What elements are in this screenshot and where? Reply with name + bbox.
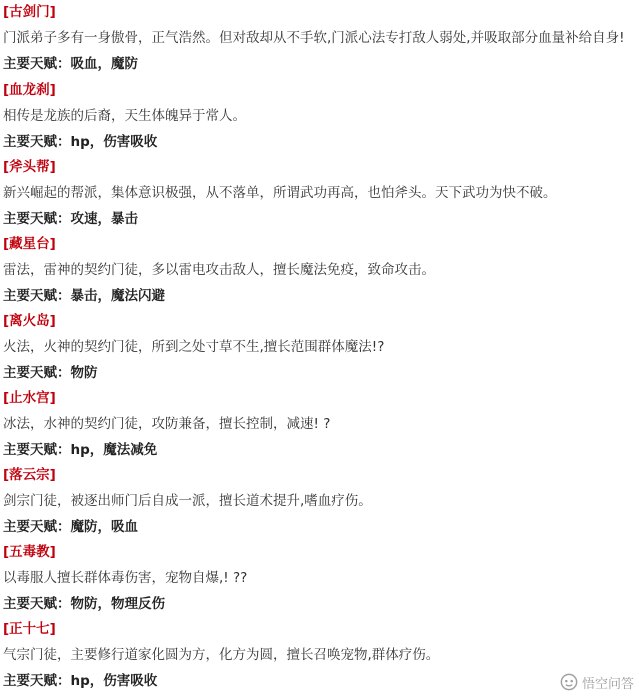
- sect-description: 门派弟子多有一身傲骨，正气浩然。但对敌却从不手软,门派心法专打敌人弱处,并吸取部分血量补给自身!: [3, 30, 625, 46]
- sect-talent: 主要天赋：魔防，吸血: [3, 519, 138, 535]
- sect-talent: 主要天赋：攻速，暴击: [3, 211, 138, 227]
- sect-description: 冰法，水神的契约门徒，攻防兼备，擅长控制，减速! ?: [3, 416, 331, 432]
- sect-title: [血龙刹]: [3, 82, 56, 98]
- sect-title: [古剑门]: [3, 4, 56, 20]
- sect-title: [五毒教]: [3, 544, 56, 560]
- sect-talent: 主要天赋：hp，伤害吸收: [3, 673, 158, 689]
- sect-talent: 主要天赋：吸血，魔防: [3, 56, 138, 72]
- sect-description: 剑宗门徒，被逐出师门后自成一派，擅长道术提升,嗜血疗伤。: [3, 493, 372, 509]
- sect-title: [斧头帮]: [3, 159, 56, 175]
- watermark: [560, 671, 634, 693]
- sect-talent: 主要天赋：物防，物理反伤: [3, 596, 165, 612]
- sect-description: 以毒服人擅长群体毒伤害，宠物自爆,! ??: [3, 570, 248, 586]
- sect-description: 气宗门徒，主要修行道家化圆为方，化方为圆，擅长召唤宠物,群体疗伤。: [3, 647, 440, 663]
- sect-description: 新兴崛起的帮派，集体意识极强，从不落单，所谓武功再高，也怕斧头。天下武功为快不破。: [3, 185, 557, 201]
- wukong-logo-icon: [560, 673, 578, 691]
- sect-title: [止水宫]: [3, 390, 56, 406]
- sect-talent: 主要天赋：物防: [3, 365, 98, 381]
- sect-title: [落云宗]: [3, 467, 56, 483]
- sect-description: 雷法，雷神的契约门徒，多以雷电攻击敌人，擅长魔法免疫，致命攻击。: [3, 262, 435, 278]
- sect-description: 火法，火神的契约门徒，所到之处寸草不生,擅长范围群体魔法!?: [3, 339, 385, 355]
- sect-title: [正十七]: [3, 621, 56, 637]
- sect-title: [藏星台]: [3, 236, 56, 252]
- sect-talent: 主要天赋：暴击，魔法闪避: [3, 288, 165, 304]
- sect-title: [离火岛]: [3, 313, 56, 329]
- watermark-text: 悟空问答: [581, 676, 634, 692]
- sect-description: 相传是龙族的后裔，天生体魄异于常人。: [3, 108, 246, 124]
- sect-talent: 主要天赋：hp，魔法减免: [3, 442, 158, 458]
- sect-talent: 主要天赋：hp，伤害吸收: [3, 134, 158, 150]
